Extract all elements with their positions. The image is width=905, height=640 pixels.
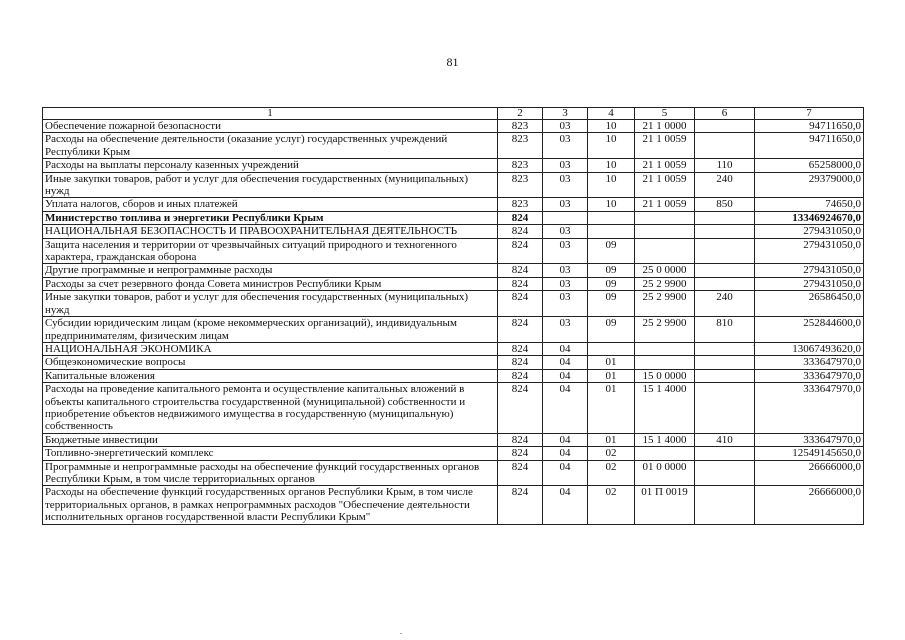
row-code-section: 04 (543, 460, 588, 486)
row-description: Иные закупки товаров, работ и услуг для обеспечения государственных (муниципальных) нужд (43, 172, 498, 198)
row-code-subsection: 09 (588, 317, 635, 343)
row-description: Другие программные и непрограммные расходы (43, 264, 498, 277)
row-code-section: 03 (543, 317, 588, 343)
column-header: 1 (43, 108, 498, 120)
row-code-target-article (635, 342, 695, 355)
row-code-subsection: 09 (588, 291, 635, 317)
row-amount: 13346924670,0 (755, 211, 864, 224)
table-row (43, 264, 864, 277)
row-code-target-article: 15 1 4000 (635, 383, 695, 434)
table-row (43, 238, 864, 264)
row-code-section (543, 211, 588, 224)
row-code-section: 04 (543, 433, 588, 446)
row-code-ministry: 824 (498, 356, 543, 369)
row-description: Расходы на проведение капитального ремонта и осуществление капитальных вложений в объекты капитального строительства государственной (муниципальной) собственности и приобретение объектов недвижимого имущества в государственную (муниципальную) собственность (43, 383, 498, 434)
row-code-subsection: 02 (588, 447, 635, 460)
table-row (43, 159, 864, 172)
row-amount: 26586450,0 (755, 291, 864, 317)
row-amount: 333647970,0 (755, 356, 864, 369)
table-row (43, 356, 864, 369)
row-description: Расходы за счет резервного фонда Совета министров Республики Крым (43, 277, 498, 290)
row-code-expense-type: 110 (695, 159, 755, 172)
table-row (43, 383, 864, 434)
row-description: Уплата налогов, сборов и иных платежей (43, 198, 498, 211)
row-code-subsection: 09 (588, 277, 635, 290)
row-code-expense-type: 410 (695, 433, 755, 446)
row-amount: 279431050,0 (755, 277, 864, 290)
table-header-row (43, 108, 864, 120)
row-code-target-article: 25 2 9900 (635, 277, 695, 290)
row-code-ministry: 824 (498, 238, 543, 264)
row-code-ministry: 824 (498, 460, 543, 486)
table-row (43, 433, 864, 446)
row-code-section: 04 (543, 342, 588, 355)
row-amount: 252844600,0 (755, 317, 864, 343)
row-code-subsection: 01 (588, 369, 635, 382)
row-description: НАЦИОНАЛЬНАЯ БЕЗОПАСНОСТЬ И ПРАВООХРАНИТЕЛЬНАЯ ДЕЯТЕЛЬНОСТЬ (43, 225, 498, 238)
row-amount: 333647970,0 (755, 383, 864, 434)
row-code-target-article: 25 2 9900 (635, 317, 695, 343)
row-code-subsection: 02 (588, 460, 635, 486)
row-code-target-article: 25 2 9900 (635, 291, 695, 317)
row-code-expense-type (695, 486, 755, 524)
row-code-ministry: 824 (498, 342, 543, 355)
row-code-section: 03 (543, 225, 588, 238)
row-code-target-article: 21 1 0059 (635, 172, 695, 198)
row-code-subsection: 01 (588, 383, 635, 434)
row-code-target-article (635, 211, 695, 224)
row-code-subsection: 10 (588, 120, 635, 133)
table-row (43, 317, 864, 343)
row-code-section: 03 (543, 277, 588, 290)
row-description: Общеэкономические вопросы (43, 356, 498, 369)
row-code-expense-type (695, 369, 755, 382)
row-code-target-article (635, 356, 695, 369)
row-description: Программные и непрограммные расходы на обеспечение функций государственных органов Республики Крым, в том числе территориальных органов (43, 460, 498, 486)
row-code-ministry: 824 (498, 225, 543, 238)
row-code-subsection (588, 342, 635, 355)
row-code-target-article: 21 1 0059 (635, 198, 695, 211)
row-code-target-article: 15 1 4000 (635, 433, 695, 446)
row-description: Бюджетные инвестиции (43, 433, 498, 446)
row-description: Министерство топлива и энергетики Республики Крым (43, 211, 498, 224)
row-amount: 94711650,0 (755, 133, 864, 159)
row-amount: 12549145650,0 (755, 447, 864, 460)
table-row (43, 291, 864, 317)
row-amount: 29379000,0 (755, 172, 864, 198)
row-description: Иные закупки товаров, работ и услуг для обеспечения государственных (муниципальных) нужд (43, 291, 498, 317)
table-row (43, 369, 864, 382)
row-code-target-article (635, 225, 695, 238)
column-header: 7 (755, 108, 864, 120)
row-description: Обеспечение пожарной безопасности (43, 120, 498, 133)
row-amount: 94711650,0 (755, 120, 864, 133)
page-number: 81 (446, 55, 459, 69)
row-code-subsection: 09 (588, 238, 635, 264)
row-code-ministry: 824 (498, 277, 543, 290)
row-code-ministry: 824 (498, 383, 543, 434)
row-code-ministry: 824 (498, 291, 543, 317)
table-row (43, 447, 864, 460)
row-code-subsection: 01 (588, 356, 635, 369)
row-code-section: 03 (543, 264, 588, 277)
table-row (43, 133, 864, 159)
column-header: 6 (695, 108, 755, 120)
row-amount: 279431050,0 (755, 238, 864, 264)
row-code-expense-type (695, 120, 755, 133)
row-code-ministry: 823 (498, 120, 543, 133)
row-amount: 333647970,0 (755, 433, 864, 446)
table-row (43, 120, 864, 133)
table-row (43, 460, 864, 486)
row-code-expense-type (695, 460, 755, 486)
row-code-subsection: 02 (588, 486, 635, 524)
row-code-section: 04 (543, 486, 588, 524)
table-row (43, 198, 864, 211)
row-code-expense-type (695, 447, 755, 460)
row-description: Защита населения и территории от чрезвычайных ситуаций природного и техногенного характера, гражданская оборона (43, 238, 498, 264)
row-code-ministry: 823 (498, 198, 543, 211)
row-amount: 279431050,0 (755, 264, 864, 277)
row-code-ministry: 823 (498, 172, 543, 198)
row-code-ministry: 823 (498, 133, 543, 159)
row-code-target-article: 15 0 0000 (635, 369, 695, 382)
row-code-section: 03 (543, 133, 588, 159)
column-header: 3 (543, 108, 588, 120)
row-code-subsection: 10 (588, 172, 635, 198)
row-description: Капитальные вложения (43, 369, 498, 382)
row-code-expense-type (695, 342, 755, 355)
row-code-subsection: 10 (588, 198, 635, 211)
row-code-section: 04 (543, 383, 588, 434)
row-amount: 26666000,0 (755, 460, 864, 486)
row-code-subsection: 09 (588, 264, 635, 277)
row-code-ministry: 824 (498, 447, 543, 460)
row-code-expense-type (695, 356, 755, 369)
row-code-expense-type (695, 383, 755, 434)
column-header: 4 (588, 108, 635, 120)
row-description: Расходы на выплаты персоналу казенных учреждений (43, 159, 498, 172)
row-code-expense-type: 240 (695, 172, 755, 198)
row-description: Топливно-энергетический комплекс (43, 447, 498, 460)
row-code-target-article: 25 0 0000 (635, 264, 695, 277)
budget-table (42, 107, 864, 525)
scan-artifact-mark: . (400, 627, 402, 636)
row-code-expense-type: 850 (695, 198, 755, 211)
row-code-expense-type: 810 (695, 317, 755, 343)
row-code-subsection (588, 225, 635, 238)
row-amount: 65258000,0 (755, 159, 864, 172)
row-code-section: 03 (543, 198, 588, 211)
table-row (43, 211, 864, 224)
row-code-subsection (588, 211, 635, 224)
row-code-expense-type (695, 133, 755, 159)
row-code-section: 03 (543, 159, 588, 172)
row-code-expense-type (695, 277, 755, 290)
column-header: 5 (635, 108, 695, 120)
row-code-target-article: 21 1 0000 (635, 120, 695, 133)
row-description: Расходы на обеспечение функций государственных органов Республики Крым, в том числе территориальных органов, в рамках непрограммных расходов "Обеспечение деятельности исполнительных органов государственной власти Республики Крым" (43, 486, 498, 524)
row-code-expense-type (695, 211, 755, 224)
row-code-expense-type (695, 238, 755, 264)
scan-artifact-dot: . (753, 338, 756, 348)
row-code-target-article: 01 П 0019 (635, 486, 695, 524)
row-code-expense-type (695, 225, 755, 238)
table-row (43, 342, 864, 355)
table-row (43, 277, 864, 290)
row-amount: 26666000,0 (755, 486, 864, 524)
row-code-expense-type: 240 (695, 291, 755, 317)
row-code-ministry: 823 (498, 159, 543, 172)
row-code-expense-type (695, 264, 755, 277)
row-amount: 13067493620,0 (755, 342, 864, 355)
table-row (43, 486, 864, 524)
row-description: НАЦИОНАЛЬНАЯ ЭКОНОМИКА (43, 342, 498, 355)
column-header: 2 (498, 108, 543, 120)
row-code-target-article (635, 238, 695, 264)
row-code-subsection: 10 (588, 133, 635, 159)
row-code-ministry: 824 (498, 369, 543, 382)
row-code-ministry: 824 (498, 211, 543, 224)
row-code-section: 03 (543, 120, 588, 133)
row-description: Расходы на обеспечение деятельности (оказание услуг) государственных учреждений Республики Крым (43, 133, 498, 159)
row-code-subsection: 01 (588, 433, 635, 446)
row-code-section: 03 (543, 291, 588, 317)
row-description: Субсидии юридическим лицам (кроме некоммерческих организаций), индивидуальным предпринимателям, физическим лицам (43, 317, 498, 343)
row-code-ministry: 824 (498, 486, 543, 524)
row-code-ministry: 824 (498, 264, 543, 277)
row-code-target-article: 21 1 0059 (635, 159, 695, 172)
row-code-section: 03 (543, 238, 588, 264)
row-code-section: 04 (543, 369, 588, 382)
row-code-ministry: 824 (498, 433, 543, 446)
row-code-section: 04 (543, 447, 588, 460)
row-code-section: 03 (543, 172, 588, 198)
row-code-target-article: 01 0 0000 (635, 460, 695, 486)
row-code-ministry: 824 (498, 317, 543, 343)
row-amount: 74650,0 (755, 198, 864, 211)
row-amount: 279431050,0 (755, 225, 864, 238)
table-row (43, 225, 864, 238)
row-code-target-article (635, 447, 695, 460)
row-code-target-article: 21 1 0059 (635, 133, 695, 159)
row-code-section: 04 (543, 356, 588, 369)
row-amount: 333647970,0 (755, 369, 864, 382)
table-row (43, 172, 864, 198)
row-code-subsection: 10 (588, 159, 635, 172)
